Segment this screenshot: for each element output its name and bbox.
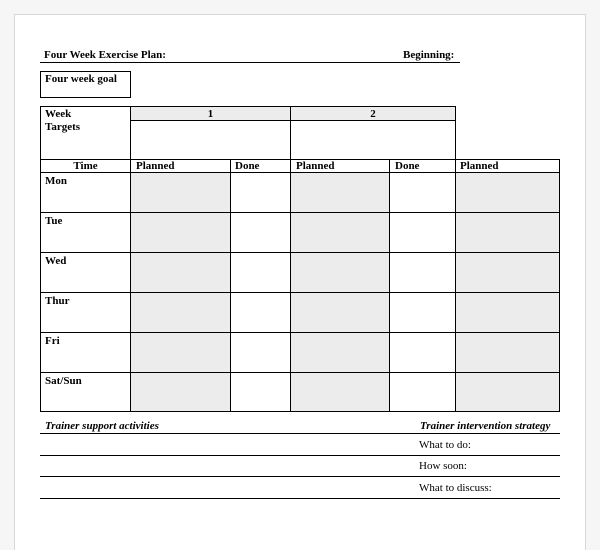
planned-week-1-cell[interactable]	[130, 252, 231, 293]
week-targets-label-cell	[40, 106, 131, 161]
planned-week-3-cell[interactable]	[455, 332, 560, 373]
footer-line[interactable]	[40, 455, 560, 456]
what-to-do-label: What to do:	[419, 439, 471, 451]
done-week-1-cell[interactable]	[230, 172, 291, 213]
day-label-cell	[40, 212, 131, 253]
done-week-2-cell[interactable]	[389, 292, 456, 333]
col-label: Planned	[296, 160, 335, 172]
planned-week-3-cell[interactable]	[455, 252, 560, 293]
planned-week-2-cell[interactable]	[290, 212, 390, 253]
col-header-planned-2	[290, 159, 390, 173]
week-1-number: 1	[207, 108, 214, 120]
done-week-2-cell[interactable]	[389, 372, 456, 412]
done-week-1-cell[interactable]	[230, 212, 291, 253]
day-label-cell	[40, 252, 131, 293]
planned-week-2-cell[interactable]	[290, 372, 390, 412]
planned-week-2-cell[interactable]	[290, 172, 390, 213]
col-label: Planned	[136, 160, 175, 172]
plan-title: Four Week Exercise Plan:	[44, 49, 166, 61]
col-header-done-2	[389, 159, 456, 173]
col-header-planned-3	[455, 159, 560, 173]
goal-box[interactable]	[40, 71, 131, 98]
day-label: Mon	[45, 175, 67, 187]
planned-week-1-cell[interactable]	[130, 292, 231, 333]
support-activities-label: Trainer support activities	[45, 420, 159, 432]
footer-line	[40, 433, 560, 434]
day-label-cell	[40, 332, 131, 373]
planned-week-2-cell[interactable]	[290, 292, 390, 333]
day-label-cell	[40, 292, 131, 333]
planned-week-2-cell[interactable]	[290, 332, 390, 373]
col-header-planned-1	[130, 159, 231, 173]
title-underline	[40, 62, 460, 63]
col-header-done-1	[230, 159, 291, 173]
intervention-strategy-label: Trainer intervention strategy	[420, 420, 551, 432]
what-to-discuss-label: What to discuss:	[419, 482, 492, 494]
footer-line[interactable]	[40, 476, 560, 477]
targets-label: Targets	[45, 121, 81, 133]
planned-week-3-cell[interactable]	[455, 372, 560, 412]
done-week-2-cell[interactable]	[389, 332, 456, 373]
week-1-targets[interactable]	[130, 120, 291, 161]
planned-week-3-cell[interactable]	[455, 212, 560, 253]
day-label: Tue	[45, 215, 63, 227]
done-week-2-cell[interactable]	[389, 212, 456, 253]
col-label: Done	[395, 160, 420, 172]
done-week-1-cell[interactable]	[230, 372, 291, 412]
done-week-2-cell[interactable]	[389, 172, 456, 213]
week-1-header	[130, 106, 291, 121]
col-label: Planned	[460, 160, 499, 172]
done-week-1-cell[interactable]	[230, 332, 291, 373]
done-week-1-cell[interactable]	[230, 252, 291, 293]
col-label: Done	[235, 160, 260, 172]
day-label: Thur	[45, 295, 70, 307]
time-header	[40, 159, 131, 173]
planned-week-2-cell[interactable]	[290, 252, 390, 293]
day-label: Fri	[45, 335, 60, 347]
week-2-header	[290, 106, 456, 121]
planned-week-1-cell[interactable]	[130, 332, 231, 373]
done-week-2-cell[interactable]	[389, 252, 456, 293]
goal-label: Four week goal	[45, 73, 117, 85]
day-label: Sat/Sun	[45, 375, 82, 387]
planned-week-1-cell[interactable]	[130, 372, 231, 412]
beginning-label: Beginning:	[403, 49, 455, 61]
week-2-targets[interactable]	[290, 120, 456, 161]
day-label-cell	[40, 172, 131, 213]
time-label: Time	[73, 160, 98, 172]
done-week-1-cell[interactable]	[230, 292, 291, 333]
how-soon-label: How soon:	[419, 460, 467, 472]
planned-week-1-cell[interactable]	[130, 172, 231, 213]
week-2-number: 2	[370, 108, 376, 120]
footer-line[interactable]	[40, 498, 560, 499]
day-label-cell	[40, 372, 131, 412]
planned-week-1-cell[interactable]	[130, 212, 231, 253]
planned-week-3-cell[interactable]	[455, 172, 560, 213]
week-label: Week	[45, 108, 72, 120]
day-label: Wed	[45, 255, 67, 267]
planned-week-3-cell[interactable]	[455, 292, 560, 333]
